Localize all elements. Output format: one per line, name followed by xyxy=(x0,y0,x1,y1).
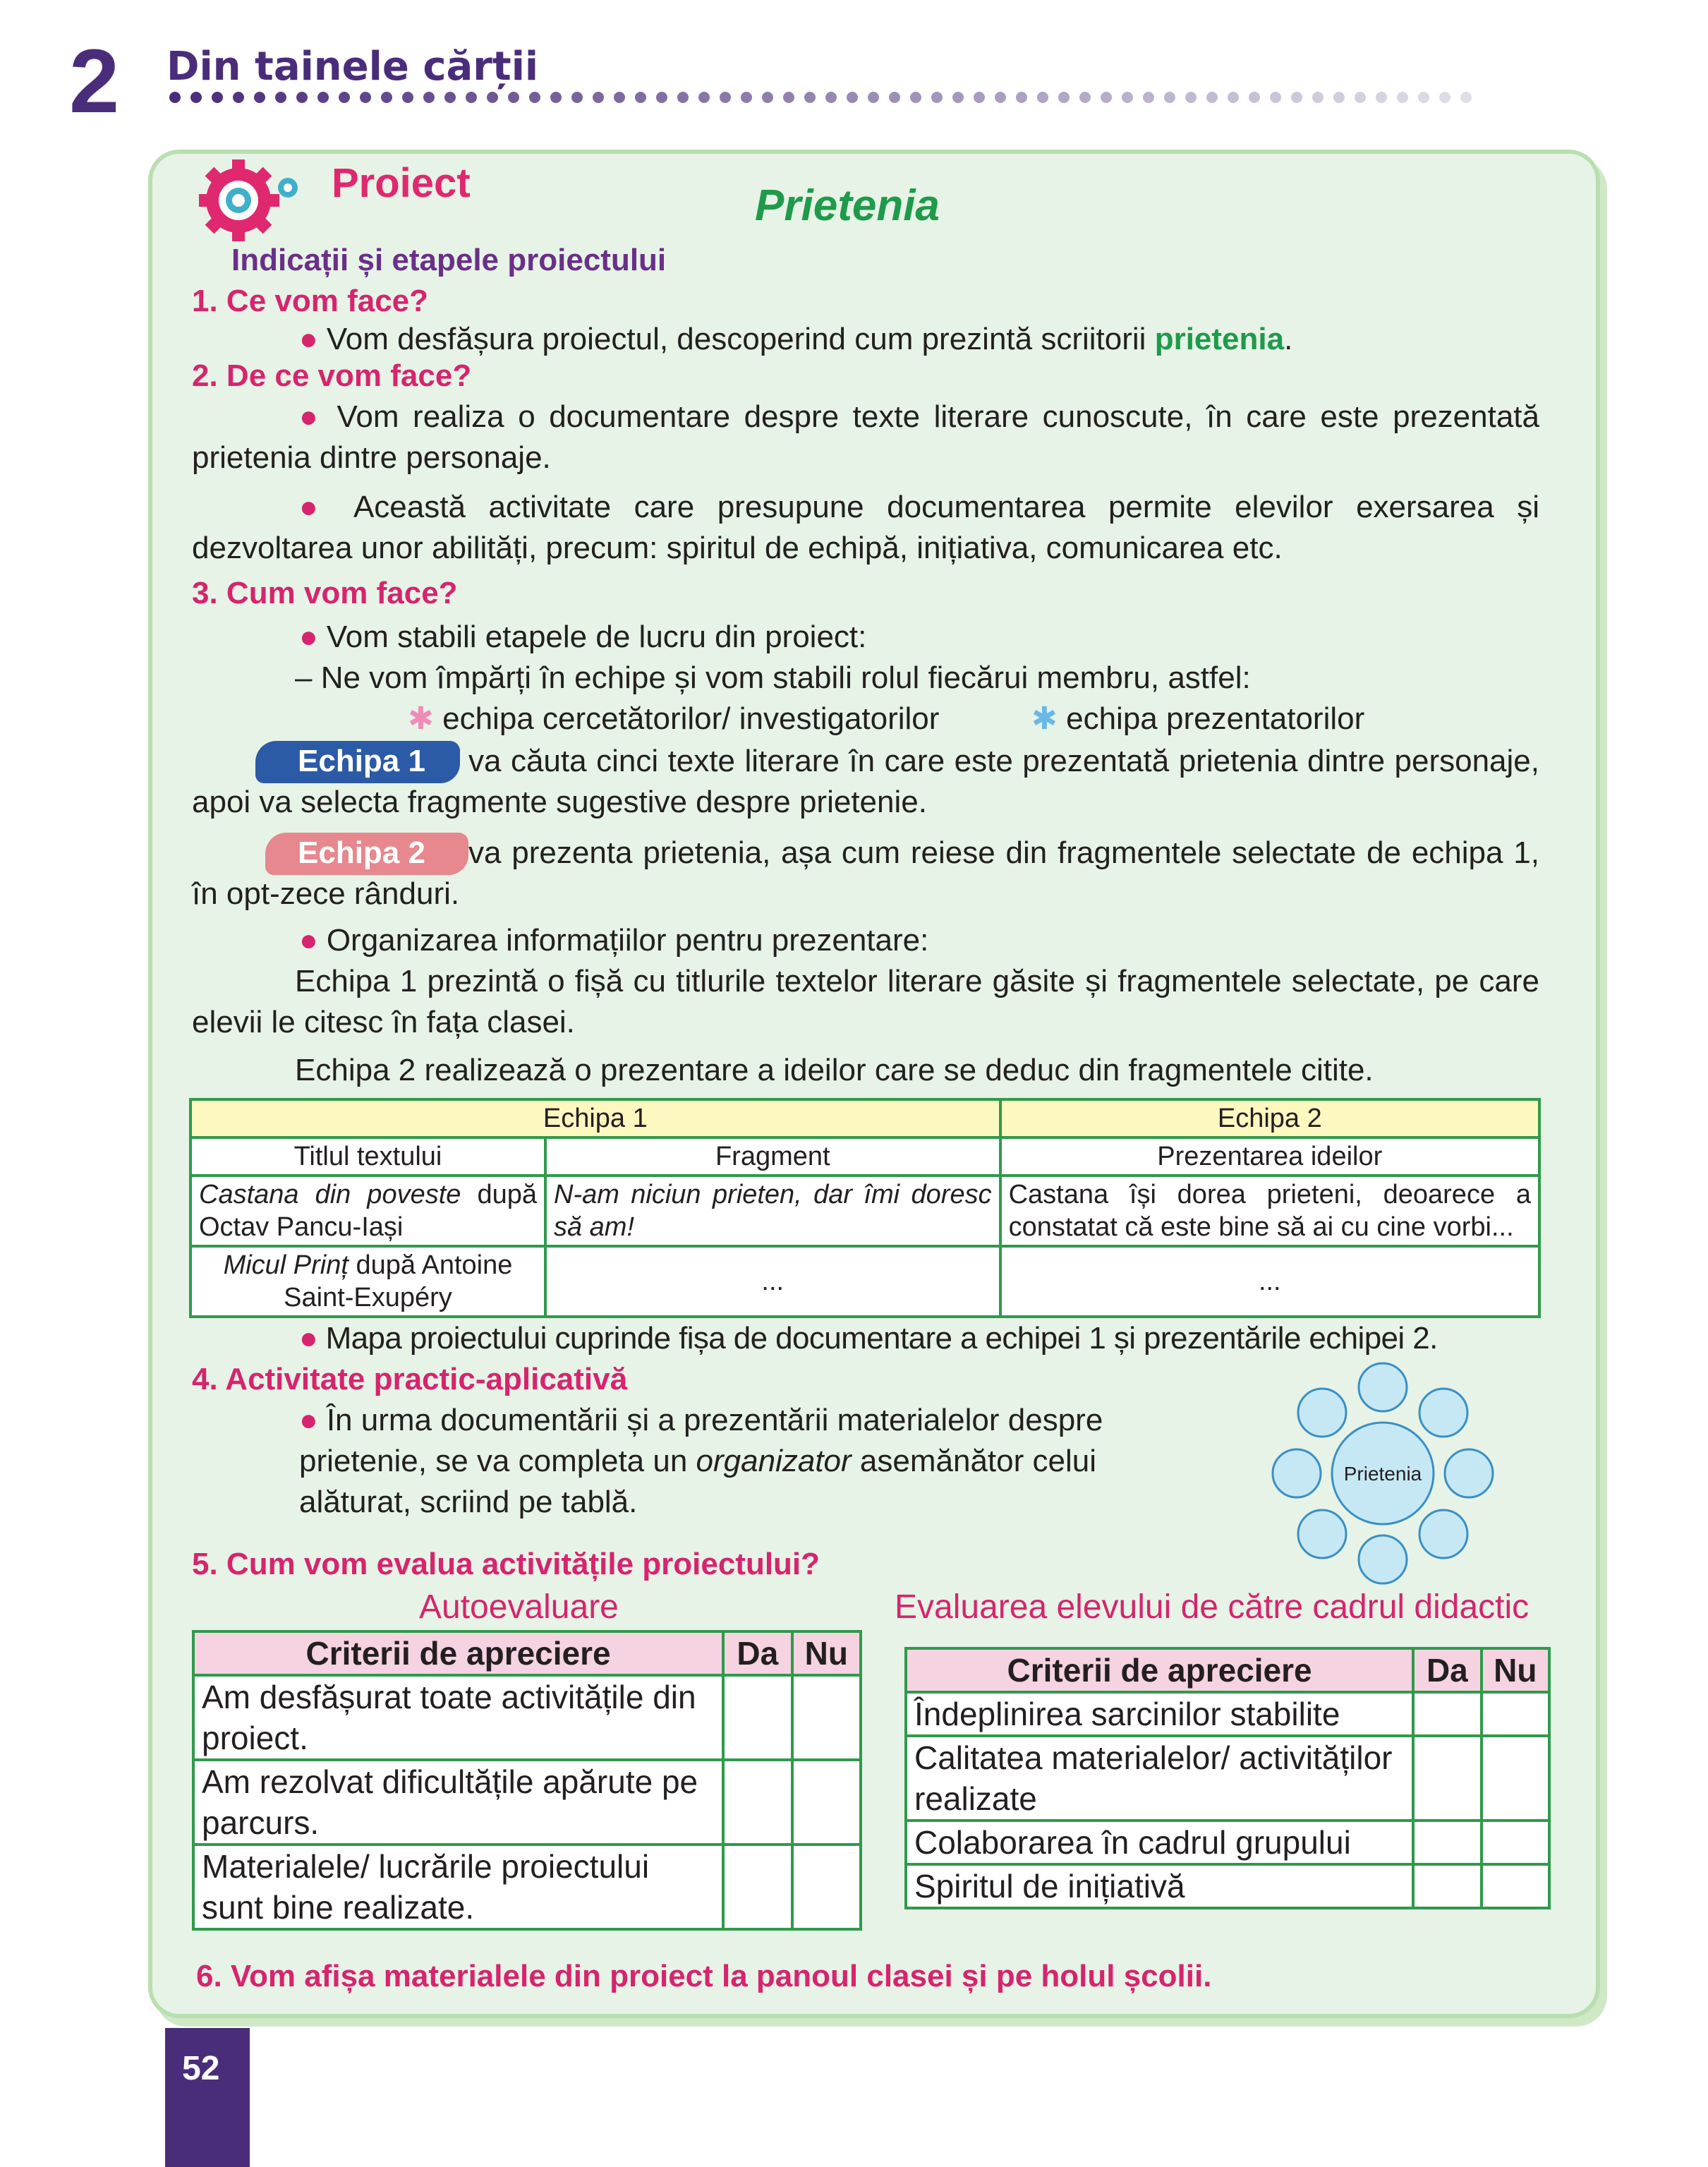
divider-dot xyxy=(1164,92,1175,103)
table-row xyxy=(906,1821,1549,1864)
team-b: ✱ echipa prezentatorilor xyxy=(1031,701,1365,736)
divider-dot xyxy=(783,92,794,103)
divider-dot xyxy=(635,92,646,103)
da-checkbox[interactable] xyxy=(1413,1821,1481,1864)
table-row xyxy=(906,1692,1549,1736)
teacher-eval-title: Evaluarea elevului de către cadrul didactic xyxy=(895,1588,1530,1626)
organizer-center-label: Prietenia xyxy=(1343,1463,1422,1485)
divider-dot xyxy=(1122,92,1133,103)
divider-dot xyxy=(656,92,667,103)
organizer-petal xyxy=(1359,1363,1407,1411)
criterion-cell: Colaborarea în cadrul grupului xyxy=(906,1821,1413,1864)
table-cell-idea: ... xyxy=(1000,1246,1539,1317)
table-cell-fragment: N-am niciun prieten, dar îmi doresc să am! xyxy=(545,1176,1000,1246)
self-eval-title: Autoevaluare xyxy=(419,1588,619,1626)
divider-dot xyxy=(1143,92,1154,103)
criterion-cell: Am rezolvat dificultățile apărute pe parcurs. xyxy=(193,1760,723,1845)
section-6-text: 6. Vom afișa materialele din proiect la panoul clasei și pe holul școlii. xyxy=(196,1959,1212,1993)
divider-dot xyxy=(550,92,562,103)
divider-dot xyxy=(275,92,286,103)
da-checkbox[interactable] xyxy=(723,1845,792,1929)
divider-dot xyxy=(254,92,265,103)
table-col-ideas: Prezentarea ideilor xyxy=(1000,1137,1539,1176)
page-number: 52 xyxy=(182,2050,220,2087)
col-nu: Nu xyxy=(1482,1648,1549,1692)
divider-dot xyxy=(339,92,350,103)
echipa-1-badge: Echipa 1 xyxy=(255,741,460,783)
organizer-petal xyxy=(1445,1449,1493,1497)
col-nu: Nu xyxy=(792,1631,861,1675)
divider-dot xyxy=(1270,92,1281,103)
divider-dot xyxy=(508,92,519,103)
table-cell-title: Castana din poveste după Octav Pancu-Iași xyxy=(190,1176,545,1246)
da-checkbox[interactable] xyxy=(1413,1736,1481,1821)
divider-dot xyxy=(847,92,858,103)
organizer-petal xyxy=(1419,1510,1467,1558)
criterion-cell: Spiritul de inițiativă xyxy=(906,1864,1413,1908)
organizer-petal xyxy=(1298,1510,1346,1558)
documentation-table xyxy=(189,1098,1541,1318)
divider-dot xyxy=(1228,92,1239,103)
nu-checkbox[interactable] xyxy=(1482,1692,1549,1736)
divider-dot xyxy=(190,92,202,103)
table-row xyxy=(906,1864,1549,1908)
nu-checkbox[interactable] xyxy=(1482,1821,1549,1864)
divider-dot xyxy=(1249,92,1260,103)
col-criteria: Criterii de apreciere xyxy=(193,1631,723,1675)
echipa-2-text: va prezenta prietenia, așa cum reiese din fragmentele selectate de echipa 1, în opt-zece rânduri. xyxy=(192,835,1539,911)
divider-dot xyxy=(444,92,456,103)
self-eval-table xyxy=(192,1630,862,1931)
divider-dot xyxy=(868,92,879,103)
table-cell-idea: Castana își dorea prieteni, deoarece a constatat că este bine să ai cu cine vorbi... xyxy=(1000,1176,1539,1246)
section-2-paragraph-2: ● Această activitate care presupune documentarea permite elevilor exersarea și dezvoltarea unor abilități, precum: spiritul de echipă, inițiativa, comunicarea etc. xyxy=(192,490,1540,565)
divider-dot xyxy=(1460,92,1472,103)
divider-dot xyxy=(360,92,371,103)
divider-dot xyxy=(212,92,223,103)
divider-dot xyxy=(1206,92,1218,103)
section-1-text: ● Vom desfășura proiectul, descoperind cum prezintă scriitorii prietenia. xyxy=(299,322,1293,356)
divider-dot xyxy=(804,92,816,103)
divider-dot xyxy=(741,92,752,103)
bullet-icon: ● xyxy=(299,1321,317,1356)
divider-dot xyxy=(1355,92,1366,103)
bullet-icon: ● xyxy=(299,620,318,654)
section-3-dash-line: – Ne vom împărți în echipe și vom stabili rolul fiecărui membru, astfel: xyxy=(295,660,1251,695)
divider-dot xyxy=(1185,92,1197,103)
table-row xyxy=(193,1675,861,1760)
divider-dot xyxy=(1397,92,1408,103)
col-criteria: Criterii de apreciere xyxy=(906,1648,1413,1692)
divider-dot xyxy=(910,92,921,103)
section-3-bullet-2: ● Organizarea informațiilor pentru prezentare: xyxy=(299,923,929,958)
divider-dot xyxy=(466,92,477,103)
divider-dot xyxy=(402,92,413,103)
table-row xyxy=(190,1176,1539,1246)
table-row xyxy=(190,1246,1539,1317)
divider-dot xyxy=(1418,92,1429,103)
project-subtitle: Indicații și etapele proiectului xyxy=(231,243,667,277)
col-da: Da xyxy=(1413,1648,1481,1692)
divider-dot xyxy=(825,92,837,103)
table-col-fragment: Fragment xyxy=(545,1137,1000,1176)
echipa-1-text: va căuta cinci texte literare în care este prezentată prietenia dintre personaje, apoi va selecta fragmente sugestive despre prietenie. xyxy=(192,744,1539,819)
friendship-organizer xyxy=(1263,1362,1503,1602)
section-2-heading: 2. De ce vom face? xyxy=(192,358,472,393)
organizer-petal xyxy=(1298,1389,1346,1437)
section-3-bullet-1: ● Vom stabili etapele de lucru din proiect: xyxy=(299,620,867,654)
divider-dot xyxy=(593,92,604,103)
divider-dot xyxy=(698,92,710,103)
da-checkbox[interactable] xyxy=(1413,1864,1481,1908)
highlight-word: prietenia xyxy=(1154,322,1285,356)
divider-dot xyxy=(1439,92,1450,103)
divider-dot xyxy=(1079,92,1091,103)
divider-dot xyxy=(529,92,540,103)
project-title: Prietenia xyxy=(755,181,940,230)
divider-dot xyxy=(1333,92,1345,103)
nu-checkbox[interactable] xyxy=(1482,1736,1549,1821)
divider-dot xyxy=(381,92,392,103)
bullet-icon: ● xyxy=(299,923,318,958)
divider-dot xyxy=(487,92,498,103)
section-3-heading: 3. Cum vom face? xyxy=(192,576,458,610)
divider-dot xyxy=(974,92,985,103)
criterion-cell: Materialele/ lucrările proiectului sunt bine realizate. xyxy=(193,1845,723,1929)
bullet-icon: ● xyxy=(299,1403,318,1437)
organizer-petal xyxy=(1359,1535,1407,1583)
divider-dot xyxy=(423,92,435,103)
dotted-divider xyxy=(168,89,1494,106)
divider-dot xyxy=(889,92,900,103)
divider-dot xyxy=(1291,92,1302,103)
bullet-icon: ● xyxy=(299,490,332,524)
bullet-icon: ● xyxy=(299,322,318,356)
team-a: ✱ echipa cercetătorilor/ investigatorilor xyxy=(408,701,940,736)
organizer-petal xyxy=(1419,1389,1467,1437)
table-row xyxy=(193,1760,861,1845)
divider-dot xyxy=(1058,92,1070,103)
divider-dot xyxy=(1312,92,1324,103)
table-row xyxy=(193,1845,861,1929)
nu-checkbox[interactable] xyxy=(1482,1864,1549,1908)
teacher-eval-table xyxy=(904,1647,1551,1909)
section-5-heading: 5. Cum vom evalua activitățile proiectului? xyxy=(192,1547,820,1581)
section-1-heading: 1. Ce vom face? xyxy=(192,284,429,318)
da-checkbox[interactable] xyxy=(723,1675,792,1760)
echipa-1-presentation: Echipa 1 prezintă o fișă cu titlurile textelor literare găsite și fragmentele selectate, pe care elevii le citesc în fața clasei. xyxy=(192,964,1539,1039)
table-group-echipa-1: Echipa 1 xyxy=(190,1099,1000,1137)
section-4-heading: 4. Activitate practic-aplicativă xyxy=(192,1362,628,1396)
table-row xyxy=(906,1736,1549,1821)
nu-checkbox[interactable] xyxy=(792,1760,861,1845)
criterion-cell: Am desfășurat toate activitățile din proiect. xyxy=(193,1675,723,1760)
nu-checkbox[interactable] xyxy=(792,1845,861,1929)
project-label: Proiect xyxy=(332,160,471,206)
organizer-petal xyxy=(1273,1449,1321,1497)
divider-dot xyxy=(720,92,731,103)
divider-dot xyxy=(931,92,943,103)
divider-dot xyxy=(952,92,964,103)
table-cell-title: Micul Prinț după Antoine Saint-Exupéry xyxy=(190,1246,545,1317)
mapa-text: ● Mapa proiectului cuprinde fișa de documentare a echipei 1 și prezentările echipei 2. xyxy=(299,1321,1438,1356)
echipa-2-presentation: Echipa 2 realizează o prezentare a ideilor care se deduc din fragmentele citite. xyxy=(295,1053,1374,1087)
nu-checkbox[interactable] xyxy=(792,1675,861,1760)
section-4-text: ● În urma documentării și a prezentării materialelor despre prietenie, se va completa un organizator asemănător celui alăturat, scriind pe tablă. xyxy=(299,1403,1103,1519)
divider-dot xyxy=(677,92,689,103)
divider-dot xyxy=(614,92,625,103)
divider-dot xyxy=(169,92,181,103)
divider-dot xyxy=(1101,92,1112,103)
unit-number: 2 xyxy=(69,31,120,132)
table-group-echipa-2: Echipa 2 xyxy=(1000,1099,1539,1137)
divider-dot xyxy=(1376,92,1387,103)
section-2-paragraph-1: ● Vom realiza o documentare despre texte literare cunoscute, în care este prezentată prietenia dintre personaje. xyxy=(192,399,1539,475)
divider-dot xyxy=(571,92,583,103)
divider-dot xyxy=(233,92,244,103)
flower-icon: ✱ xyxy=(408,701,434,736)
bullet-icon: ● xyxy=(299,399,323,434)
gears-icon xyxy=(199,158,305,243)
da-checkbox[interactable] xyxy=(1413,1692,1481,1736)
page-number-tab xyxy=(165,2028,250,2167)
divider-dot xyxy=(296,92,308,103)
criterion-cell: Calitatea materialelor/ activităților realizate xyxy=(906,1736,1413,1821)
snowflake-icon: ✱ xyxy=(1031,701,1058,736)
col-da: Da xyxy=(723,1631,792,1675)
divider-dot xyxy=(762,92,773,103)
da-checkbox[interactable] xyxy=(723,1760,792,1845)
criterion-cell: Îndeplinirea sarcinilor stabilite xyxy=(906,1692,1413,1736)
divider-dot xyxy=(1037,92,1048,103)
divider-dot xyxy=(995,92,1006,103)
unit-title: Din tainele cărții xyxy=(166,44,539,90)
table-cell-fragment: ... xyxy=(545,1246,1000,1317)
divider-dot xyxy=(317,92,329,103)
echipa-2-badge: Echipa 2 xyxy=(265,833,468,875)
table-col-title: Titlul textului xyxy=(190,1137,545,1176)
divider-dot xyxy=(1016,92,1027,103)
